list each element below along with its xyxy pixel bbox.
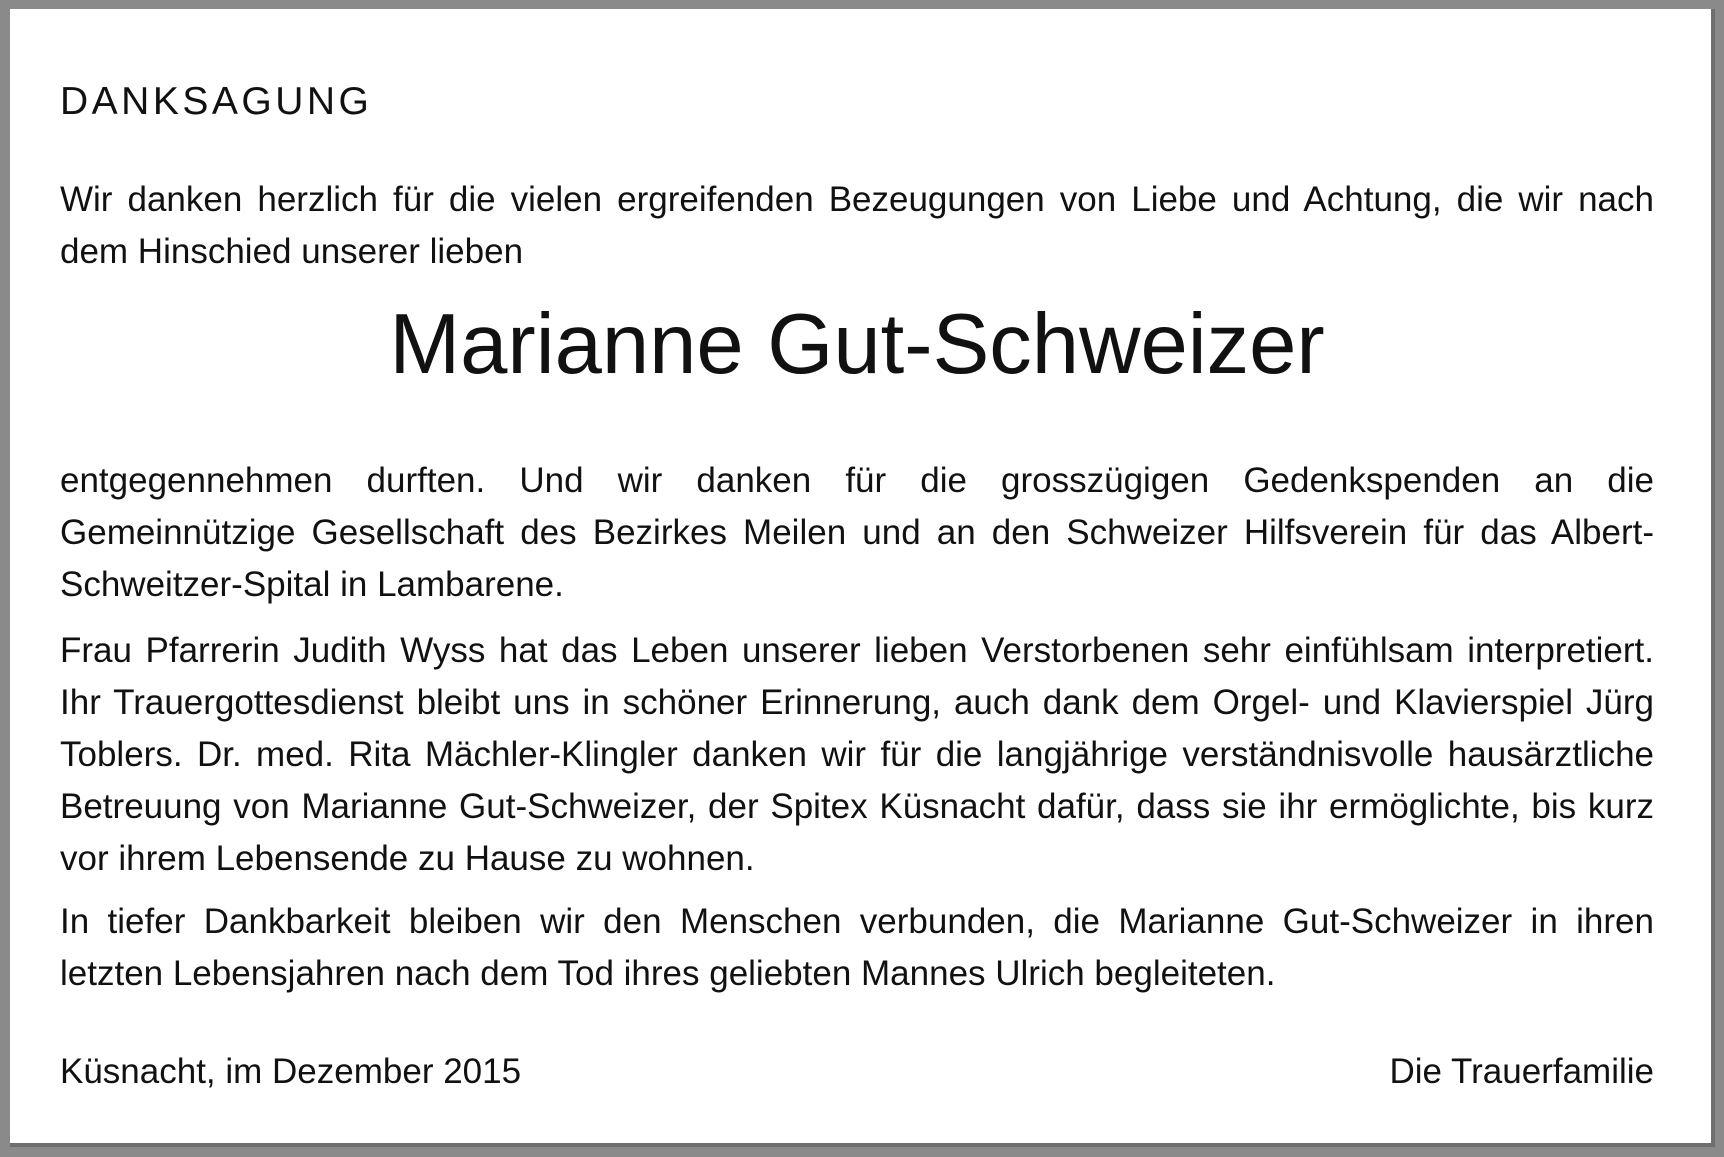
notice-content: [60, 9, 1654, 1143]
intro-paragraph: Wir danken herzlich für die vielen ergreifenden Bezeugungen von Liebe und Achtung, die wir nach dem Hinschied unserer lieben: [60, 180, 1654, 271]
notice-card: [10, 9, 1715, 1147]
donations-paragraph: entgegennehmen durften. Und wir danken für die grosszügigen Gedenkspenden an die Gemeinnützige Gesellschaft des Bezirkes Meilen und an den Schweizer Hilfsverein für das Albert-Schweitzer-Spital in Lambarene.: [60, 461, 1654, 604]
deceased-name: Marianne Gut-Schweizer: [389, 297, 1325, 392]
gratitude-paragraph: In tiefer Dankbarkeit bleiben wir den Menschen verbunden, die Marianne Gut-Schweizer in ihren letzten Lebensjahren nach dem Tod ihres geliebten Mannes Ulrich begleiteten.: [60, 902, 1654, 993]
notice-footer: [60, 1046, 1654, 1098]
place-date: Küsnacht, im Dezember 2015: [60, 1052, 522, 1091]
signature: Die Trauerfamilie: [1389, 1052, 1654, 1091]
acknowledgements-paragraph: Frau Pfarrerin Judith Wyss hat das Leben unserer lieben Verstorbenen sehr einfühlsam interpretiert. Ihr Trauergottesdienst bleibt uns in schöner Erinnerung, auch dank dem Orgel- und Klavierspiel Jürg Toblers. Dr. med. Rita Mächler-Klingler danken wir für die langjährige verständnisvolle hausärztliche Betreuung von Marianne Gut-Schweizer, der Spitex Küsnacht dafür, dass sie ihr ermöglichte, bis kurz vor ihrem Lebensende zu Hause zu wohnen.: [60, 631, 1654, 878]
notice-heading: DANKSAGUNG: [60, 80, 373, 123]
